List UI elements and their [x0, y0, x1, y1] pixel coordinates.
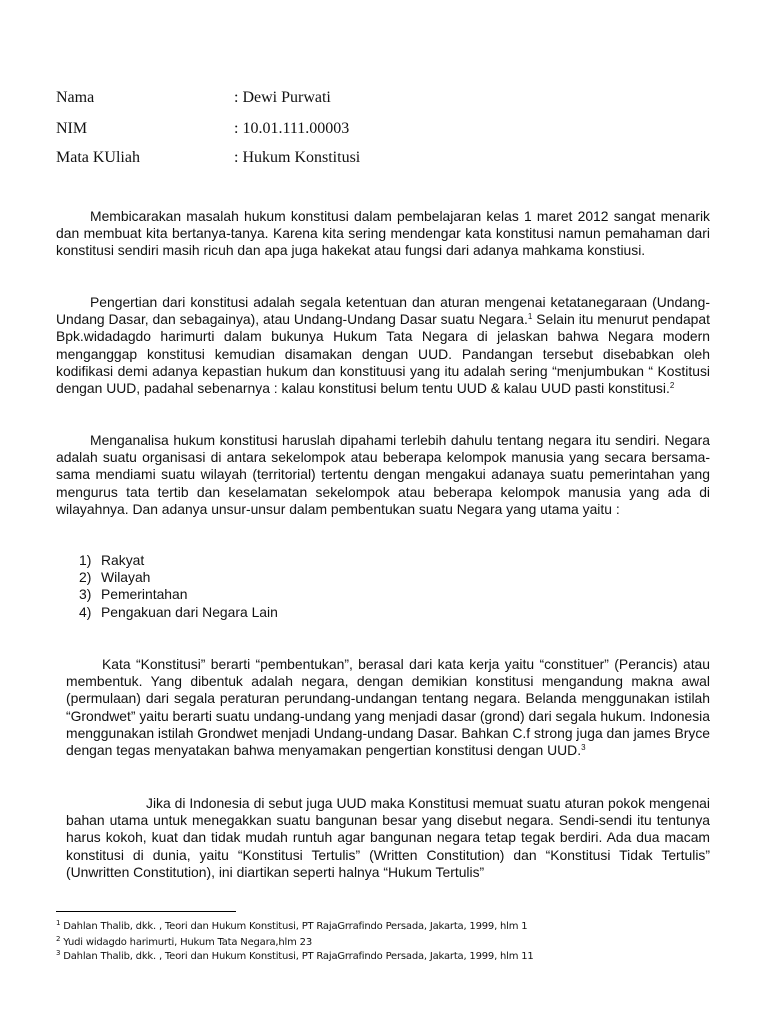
- list-item: 2) Wilayah: [79, 569, 151, 586]
- footnote-ref-3: 3: [581, 743, 586, 753]
- footnote-2: $^2$ Yudi widagdo harimurti, Hukum Tata Negara,hlm 23: [56, 935, 312, 948]
- nim-label: NIM: [56, 120, 88, 137]
- course-label: Mata KUliah: [56, 149, 140, 166]
- list-item: 4) Pengakuan dari Negara Lain: [79, 603, 278, 620]
- footnote-1: $^1$ Dahlan Thalib, dkk. , Teori dan Hukum Konstitusi, PT RajaGrrafindo Persada, Jakarta, 1999, hlm 1: [56, 919, 528, 932]
- footnote-ref-1: 1: [527, 312, 533, 322]
- paragraph-3: Menganalisa hukum konstitusi haruslah dipahami terlebih dahulu tentang negara itu sendiri. Negara adalah suatu organisasi di antara sekelompok atau beberapa kelompok manusia yang secara bersama-sama mendiami suatu wilayah (territorial) tertentu dengan mengakui adanaya suatu pemerintahan yang mengurus tata tertib dan keselamatan sekelompok atau beberapa kelompok manusia yang ada di wilayahnya. Dan adanya unsur-unsur dalam pembentukan suatu Negara yang utama yaitu :: [56, 432, 710, 517]
- course-value: : Hukum Konstitusi: [234, 149, 361, 166]
- footnote-ref-2: 2: [669, 381, 675, 391]
- paragraph-1: Membicarakan masalah hukum konstitusi dalam pembelajaran kelas 1 maret 2012 sangat menarik dan membuat kita bertanya-tanya. Karena kita sering mendengar kata konstitusi namun pemahaman dari konstitusi sendiri masih ricuh dan apa juga hakekat atau fungsi dari adanya mahkama konstiusi.: [56, 208, 710, 259]
- paragraph-5: Jika di Indonesia di sebut juga UUD maka Konstitusi memuat suatu aturan pokok mengenai bahan utama untuk menegakkan suatu bangunan besar yang disebut negara. Sendi-sendi itu tentunya harus kokoh, kuat dan tidak mudah runtuh agar bangunan negara tetap tegak berdiri. Ada dua macam konstitusi di dunia, yaitu “Konstitusi Tertulis” (Written Constitution) dan “Konstitusi Tidak Tertulis” (Unwritten Constitution), ini diartikan seperti halnya “Hukum Tertulis”: [66, 795, 710, 880]
- footnote-3: $^3$ Dahlan Thalib, dkk. , Teori dan Hukum Konstitusi, PT RajaGrrafindo Persada, Jakarta, 1999, hlm 11: [56, 949, 534, 962]
- name-value: : Dewi Purwati: [234, 89, 331, 106]
- paragraph-2-part1: Pengertian dari konstitusi adalah segala ketentuan dan aturan mengenai ketatanegaraan (Undang-Undang Dasar, dan sebagainya), atau Undang-Undang Dasar suatu Negara.: [56, 294, 710, 328]
- paragraph-4: [66, 656, 710, 759]
- list-item: 3) Pemerintahan: [79, 586, 188, 603]
- list-item: 1) Rakyat: [79, 552, 145, 568]
- name-label: Nama: [56, 89, 95, 106]
- nim-value: : 10.01.111.00003: [234, 120, 350, 137]
- state-elements-list: [79, 552, 278, 621]
- paragraph-4-text: Kata “Konstitusi” berarti “pembentukan”, berasal dari kata kerja yaitu “constituer” (Perancis) atau membentuk. Yang dibentuk adalah negara, dengan demikian konstitusi mengandung makna awal (permulaan) dari segala peraturan perundang-undangan tentang negara. Belanda menggunakan istilah “Grondwet” yaitu berarti suatu undang-undang yang menjadi dasar (grond) dari segala hukum. Indonesia menggunakan istilah Grondwet menjadi Undang-undang Dasar. Bahkan C.f strong juga dan james Bryce dengan tegas menyatakan bahwa menyamakan pengertian konstitusi dengan UUD.: [66, 656, 710, 759]
- paragraph-2: [56, 294, 710, 397]
- footnote-divider: [56, 911, 236, 912]
- paragraph-2-part2: Selain itu menurut pendapat Bpk.widadagdo harimurti dalam bukunya Hukum Tata Negara di jelaskan bahwa Negara modern menganggap konstitusi kemudian disamakan dengan UUD. Pandangan tersebut disebabkan oleh kodifikasi demi adanya kepastian hukum dan konstituusi yang itu adalah sering “menjumbukan “ Kostitusi dengan UUD, padahal sebenarnya : kalau konstitusi belum tentu UUD & kalau UUD pasti konstitusi.: [56, 311, 710, 397]
